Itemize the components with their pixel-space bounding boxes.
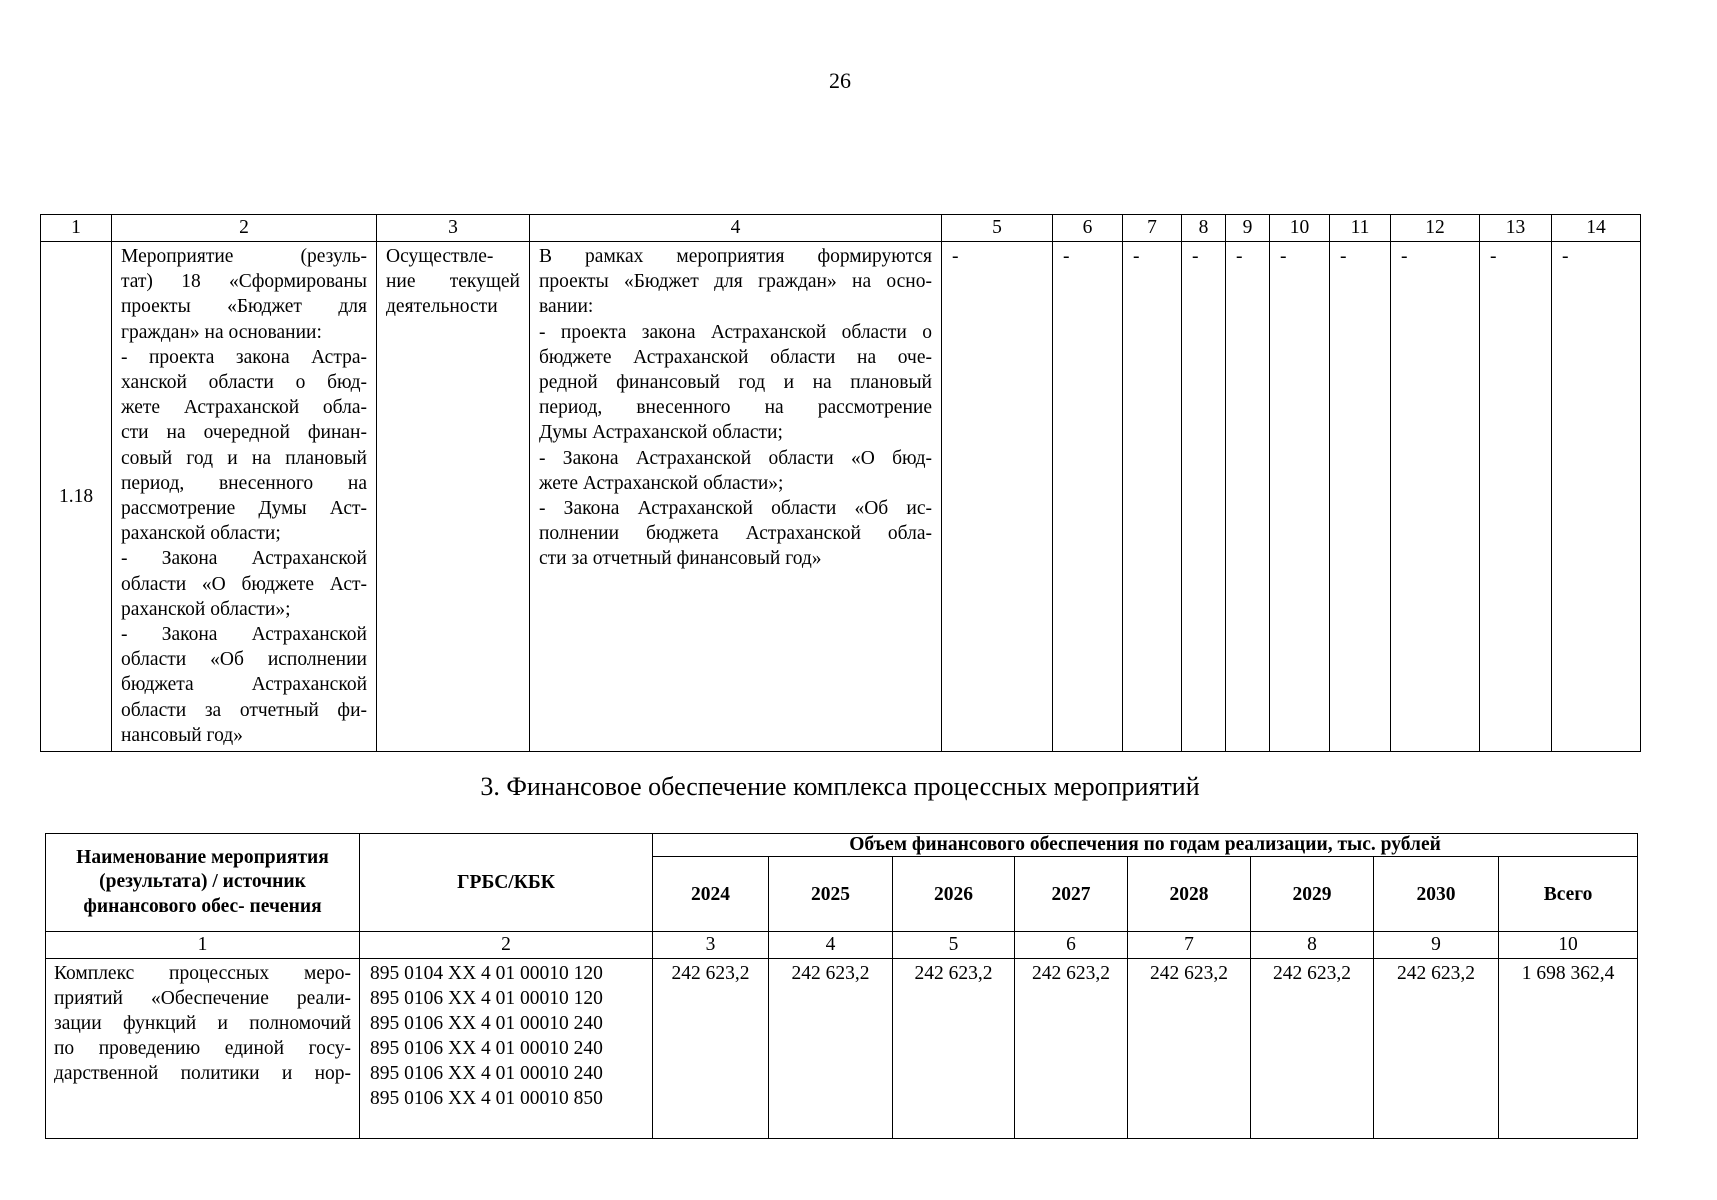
text-line: раханской области»;: [121, 598, 291, 620]
text-line: области «О бюджете Аст-: [121, 573, 367, 595]
column-number: 2: [112, 215, 377, 242]
text-line: сти за отчетный финансовый год»: [539, 548, 822, 570]
text-line: ханской области о бюд-: [121, 372, 367, 394]
section-title: 3. Финансовое обеспечение комплекса процессных мероприятий: [480, 772, 1200, 801]
column-number: 8: [1182, 215, 1226, 242]
value-cell: -: [1330, 242, 1391, 752]
year-header: 2028: [1128, 857, 1251, 932]
value-cell: -: [1270, 242, 1330, 752]
activity-type-cell: [377, 242, 530, 752]
amount-cell: 242 623,2: [1251, 959, 1374, 1139]
value-cell: -: [1391, 242, 1480, 752]
text-line: жете Астраханской области»;: [539, 472, 784, 494]
column-number: 1: [41, 215, 112, 242]
financing-table: [45, 833, 1638, 1139]
text-line: редной финансовый год и на плановый: [539, 372, 932, 394]
amount-cell: 242 623,2: [653, 959, 769, 1139]
column-number: 9: [1226, 215, 1270, 242]
column-number: 12: [1391, 215, 1480, 242]
column-number: 2: [360, 932, 653, 959]
value-cell: -: [1552, 242, 1641, 752]
column-number: 11: [1330, 215, 1391, 242]
year-header: 2029: [1251, 857, 1374, 932]
column-number-row: [46, 932, 1638, 959]
kbk-code: 895 0106 XX 4 01 00010 850: [370, 1088, 603, 1109]
amount-cell: 242 623,2: [1015, 959, 1128, 1139]
text-line: проекты «Бюджет для: [121, 296, 367, 318]
name-header: Наименование мероприятия (результата) / источник финансового обес- печения: [46, 834, 360, 932]
text-line: граждан» на основании:: [121, 321, 322, 343]
text-line: дарственной политики и нор-: [54, 1063, 351, 1084]
text-line: В рамках мероприятия формируются: [539, 246, 932, 267]
text-line: - проекта закона Астра-: [121, 346, 367, 368]
column-number: 8: [1251, 932, 1374, 959]
kbk-header: ГРБС/КБК: [360, 834, 653, 932]
column-number: 7: [1123, 215, 1182, 242]
text-line: совый год и на плановый: [121, 447, 367, 469]
text-line: проекты «Бюджет для граждан» на осно-: [539, 271, 932, 293]
total-header: Всего: [1499, 857, 1638, 932]
text-line: - проекта закона Астраханской области о: [539, 321, 932, 343]
column-number: 13: [1480, 215, 1552, 242]
text-line: бюджета Астраханской: [121, 674, 367, 696]
total-amount-cell: 1 698 362,4: [1499, 959, 1638, 1139]
text-line: жете Астраханской обла-: [121, 397, 367, 419]
header-row: [46, 834, 1638, 857]
column-number: 5: [942, 215, 1053, 242]
column-number: 9: [1374, 932, 1499, 959]
text-line: Осуществле-: [386, 246, 494, 267]
year-header: 2030: [1374, 857, 1499, 932]
text-line: период, внесенного на: [121, 472, 367, 494]
year-header: 2027: [1015, 857, 1128, 932]
text-line: приятий «Обеспечение реали-: [54, 988, 351, 1009]
column-number-row: [41, 215, 1641, 242]
column-number: 5: [893, 932, 1015, 959]
text-line: сти на очередной финан-: [121, 422, 367, 444]
text-line: ние текущей: [386, 271, 520, 293]
amount-cell: 242 623,2: [769, 959, 893, 1139]
amount-cell: 242 623,2: [893, 959, 1015, 1139]
row-number: 1.18: [41, 242, 112, 752]
column-number: 4: [530, 215, 942, 242]
column-number: 6: [1053, 215, 1123, 242]
text-line: Комплекс процессных меро-: [54, 963, 351, 984]
value-cell: -: [1123, 242, 1182, 752]
text-line: - Закона Астраханской: [121, 548, 367, 570]
table-row: [46, 959, 1638, 1139]
value-cell: -: [1480, 242, 1552, 752]
text-line: бюджете Астраханской области на оче-: [539, 346, 932, 368]
amount-cell: 242 623,2: [1374, 959, 1499, 1139]
year-header: 2024: [653, 857, 769, 932]
column-number: 10: [1270, 215, 1330, 242]
text-line: раханской области;: [121, 523, 281, 545]
year-header: 2025: [769, 857, 893, 932]
value-cell: -: [1053, 242, 1123, 752]
text-line: рассмотрение Думы Аст-: [121, 498, 367, 520]
column-number: 7: [1128, 932, 1251, 959]
text-line: деятельности: [386, 296, 498, 318]
kbk-code: 895 0106 XX 4 01 00010 120: [370, 988, 603, 1009]
column-number: 3: [377, 215, 530, 242]
text-line: нансовый год»: [121, 724, 243, 746]
column-number: 10: [1499, 932, 1638, 959]
column-number: 3: [653, 932, 769, 959]
volume-header: Объем финансового обеспечения по годам реализации, тыс. рублей: [653, 834, 1638, 857]
text-line: Мероприятие (резуль-: [121, 246, 367, 267]
amount-cell: 242 623,2: [1128, 959, 1251, 1139]
value-cell: -: [1226, 242, 1270, 752]
text-line: по проведению единой госу-: [54, 1038, 351, 1059]
column-number: 4: [769, 932, 893, 959]
text-line: области за отчетный фи-: [121, 699, 367, 721]
text-line: - Закона Астраханской области «О бюд-: [539, 447, 932, 469]
column-number: 1: [46, 932, 360, 959]
value-cell: -: [1182, 242, 1226, 752]
text-line: зации функций и полномочий: [54, 1013, 351, 1034]
text-line: тат) 18 «Сформированы: [121, 271, 367, 293]
page-number: 26: [829, 68, 851, 93]
kbk-code: 895 0106 XX 4 01 00010 240: [370, 1038, 603, 1059]
column-number: 6: [1015, 932, 1128, 959]
text-line: - Закона Астраханской: [121, 624, 367, 646]
text-line: области «Об исполнении: [121, 649, 367, 671]
activity-description-cell: [530, 242, 942, 752]
activities-table: [40, 214, 1641, 752]
year-header: 2026: [893, 857, 1015, 932]
text-line: период, внесенного на рассмотрение: [539, 397, 932, 419]
table-row: [41, 242, 1641, 752]
kbk-code: 895 0106 XX 4 01 00010 240: [370, 1063, 603, 1084]
activity-name-cell: [112, 242, 377, 752]
kbk-cell: [360, 959, 653, 1139]
text-line: полнении бюджета Астраханской обла-: [539, 523, 932, 545]
value-cell: -: [942, 242, 1053, 752]
text-line: - Закона Астраханской области «Об ис-: [539, 498, 932, 520]
text-line: вании:: [539, 296, 594, 318]
kbk-code: 895 0104 XX 4 01 00010 120: [370, 963, 603, 984]
activity-name-cell: [46, 959, 360, 1139]
column-number: 14: [1552, 215, 1641, 242]
text-line: Думы Астраханской области;: [539, 422, 783, 444]
kbk-code: 895 0106 XX 4 01 00010 240: [370, 1013, 603, 1034]
